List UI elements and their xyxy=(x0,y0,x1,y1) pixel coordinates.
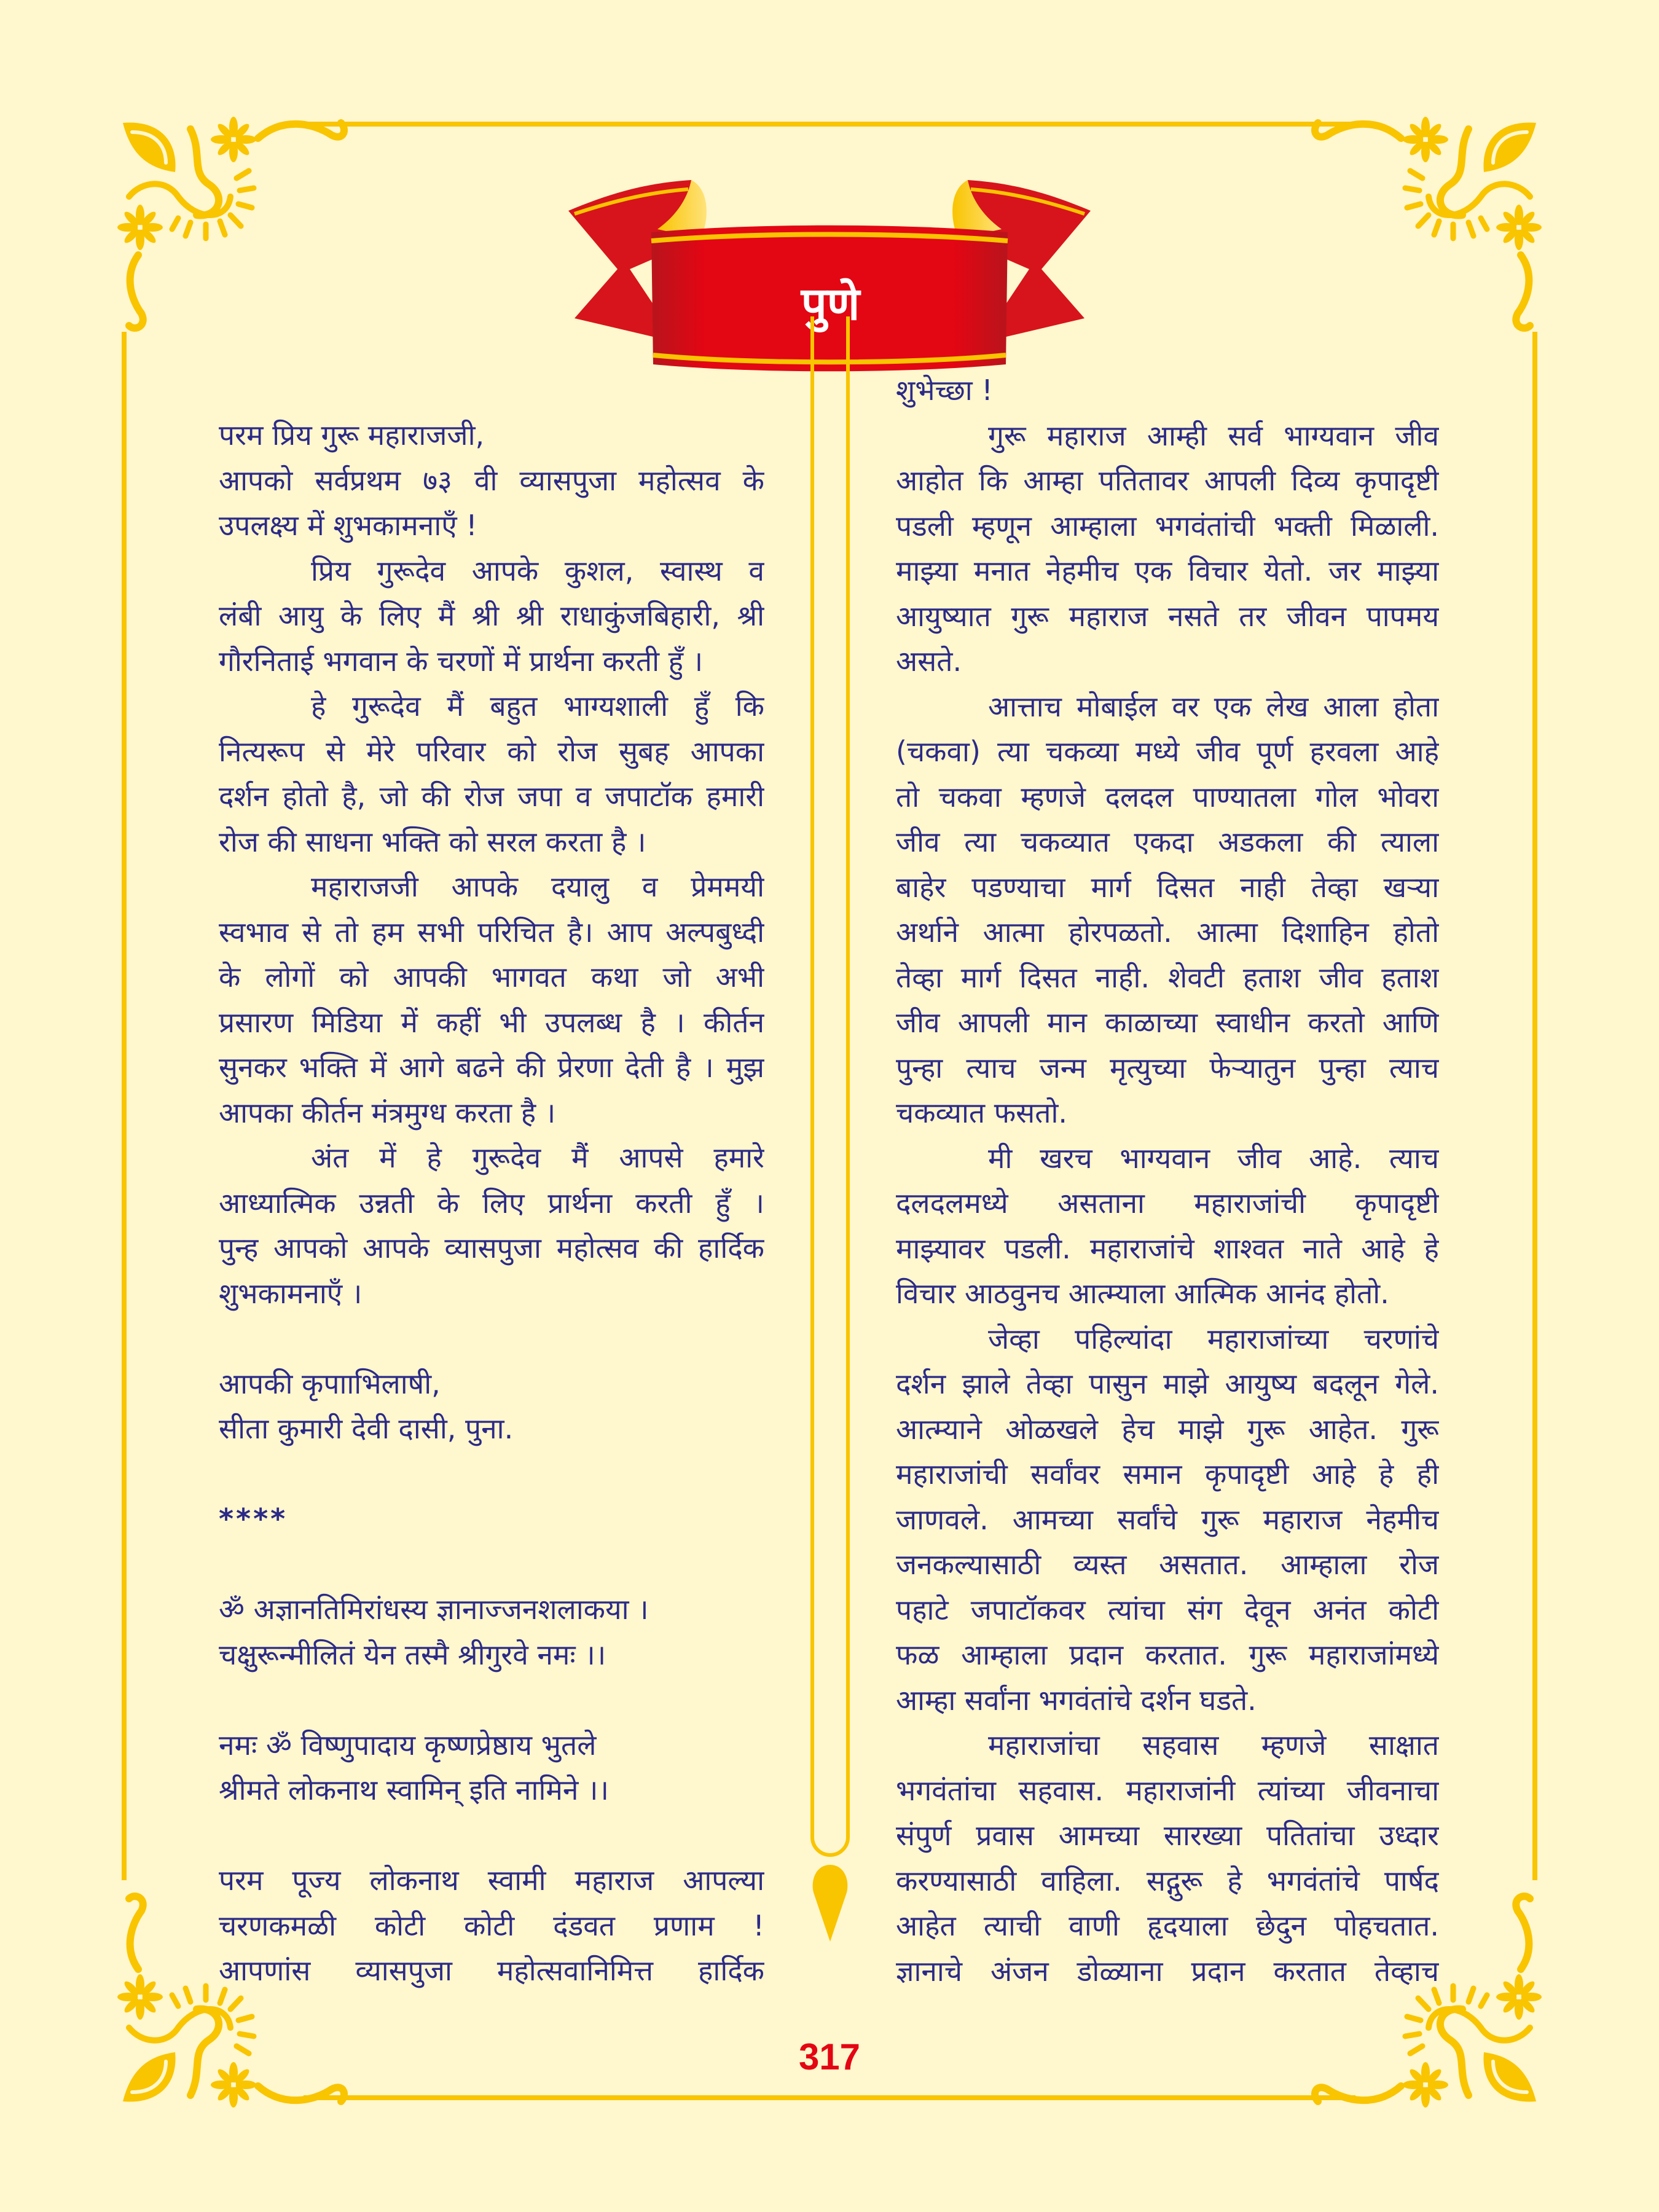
text-line: आपको सर्वप्रथम ७३ वी व्यासपुजा महोत्सव के xyxy=(219,463,764,497)
blank-line xyxy=(219,1813,764,1859)
text-line: श्रीमते लोकनाथ स्वामिन् इति नामिने ।। xyxy=(219,1773,609,1806)
text-line: जाणवले. आमच्या सर्वांचे गुरू महाराज नेहमीच xyxy=(896,1502,1439,1536)
text-line: माझ्यावर पडली. महाराजांचे शाश्वत नाते आहे हे xyxy=(896,1231,1439,1265)
text-line: ॐ अज्ञानतिमिरांधस्य ज्ञानाज्जनशलाकया । xyxy=(219,1593,649,1626)
text-line: उपलक्ष्य में शुभकामनाएँ ! xyxy=(219,509,477,542)
corner-ornament-top-left xyxy=(104,104,363,363)
text-line: फळ आम्हाला प्रदान करतात. गुरू महाराजांमध्ये xyxy=(896,1638,1439,1671)
text-line: मी खरच भाग्यवान जीव आहे. त्याच xyxy=(988,1141,1439,1175)
text-line: महाराजजी आपके दयालु व प्रेममयी xyxy=(311,870,764,903)
text-line: सुनकर भक्ति में आगे बढने की प्रेरणा देती है । मुझ xyxy=(219,1051,764,1084)
right-column xyxy=(896,368,1439,1994)
text-line: शुभेच्छा ! xyxy=(896,374,993,407)
blank-line xyxy=(219,1452,764,1497)
text-line: आयुष्यात गुरू महाराज नसते तर जीवन पापमय xyxy=(896,599,1439,633)
text-line: हे गुरूदेव मैं बहुत भाग्यशाली हुँ कि xyxy=(311,689,764,723)
page-number: 317 xyxy=(798,2036,861,2077)
frame-top-line xyxy=(304,122,1355,127)
text-line: अंत में हे गुरूदेव मैं आपसे हमारे xyxy=(311,1141,764,1174)
text-line: चरणकमळी कोटी कोटी दंडवत प्रणाम ! xyxy=(219,1908,764,1942)
text-line: परम प्रिय गुरू महाराजजी, xyxy=(219,418,485,452)
text-line: माझ्या मनात नेहमीच एक विचार येतो. जर माझ्या xyxy=(896,554,1439,587)
text-line: आपकी कृपााभिलाषी, xyxy=(219,1367,441,1400)
left-column xyxy=(219,413,764,1994)
column-divider xyxy=(809,316,852,1951)
frame-bottom-line xyxy=(304,2095,1355,2100)
text-line: चकव्यात फसतो. xyxy=(896,1096,1068,1129)
text-line: चक्षुरून्मीलितं येन तस्मै श्रीगुरवे नमः ।। xyxy=(219,1637,606,1671)
text-line: दलदलमध्ये असताना महाराजांची कृपादृष्टी xyxy=(896,1186,1439,1220)
text-line: लंबी आयु के लिए मैं श्री श्री राधाकुंजबिहारी, श्री xyxy=(219,599,764,632)
text-line: जेव्हा पहिल्यांदा महाराजांच्या चरणांचे xyxy=(988,1322,1439,1355)
text-line: नमः ॐ विष्णुपादाय कृष्णप्रेष्ठाय भुतले xyxy=(219,1728,597,1762)
text-line: (चकवा) त्या चकव्या मध्ये जीव पूर्ण हरवला आहे xyxy=(896,735,1439,768)
text-line: तो चकवा म्हणजे दलदल पाण्यातला गोल भोवरा xyxy=(896,780,1439,814)
text-line: सीता कुमारी देवी दासी, पुना. xyxy=(219,1412,514,1445)
text-line: बाहेर पडण्याचा मार्ग दिसत नाही तेव्हा खऱ्या xyxy=(896,870,1439,904)
text-line: जीव त्या चकव्यात एकदा अडकला की त्याला xyxy=(896,825,1439,858)
text-line: नित्यरूप से मेरे परिवार को रोज सुबह आपका xyxy=(219,734,764,768)
text-line: रोज की साधना भक्ति को सरल करता है । xyxy=(219,825,646,858)
text-line: प्रसारण मिडिया में कहीं भी उपलब्ध है । कीर्तन xyxy=(219,1005,764,1039)
text-line: स्वभाव से तो हम सभी परिचित है। आप अल्पबुध्दी xyxy=(219,915,764,949)
text-line: महाराजांचा सहवास म्हणजे साक्षात xyxy=(988,1728,1439,1762)
text-line: आपणांस व्यासपुजा महोत्सवानिमित्त हार्दिक xyxy=(219,1954,764,1987)
text-line: गौरनिताई भगवान के चरणों में प्रार्थना करती हुँ । xyxy=(219,644,704,678)
text-line: आपका कीर्तन मंत्रमुग्ध करता है । xyxy=(219,1096,556,1129)
text-line: करण्यासाठी वाहिला. सद्गुरू हे भगवंतांचे पार्षद xyxy=(896,1864,1439,1897)
text-line: दर्शन झाले तेव्हा पासुन माझे आयुष्य बदलून गेले. xyxy=(896,1367,1439,1400)
text-line: अर्थाने आत्मा होरपळतो. आत्मा दिशाहिन होतो xyxy=(896,916,1439,949)
pendant-drop-icon xyxy=(813,1865,848,1942)
text-line: पडली म्हणून आम्हाला भगवंतांची भक्ती मिळाली. xyxy=(896,509,1439,543)
text-line: महाराजांची सर्वांवर समान कृपादृष्टी आहे हे ही xyxy=(896,1457,1439,1491)
text-line: जीव आपली मान काळाच्या स्वाधीन करतो आणि xyxy=(896,1006,1439,1039)
banner-title: पुणे xyxy=(801,278,860,331)
frame-right-line xyxy=(1532,332,1537,1880)
text-line: शुभकामनाएँ । xyxy=(219,1276,363,1310)
text-line: आत्ताच मोबाईल वर एक लेख आला होता xyxy=(988,689,1439,723)
text-line: आध्यात्मिक उन्नती के लिए प्रार्थना करती हुँ । xyxy=(219,1186,764,1220)
blank-line xyxy=(219,1542,764,1588)
blank-line xyxy=(219,1677,764,1723)
text-line: पुन्हा त्याच जन्म मृत्युच्या फेऱ्यातुन पुन्हा त्याच xyxy=(896,1051,1439,1084)
blank-line xyxy=(219,1316,764,1362)
text-line: पहाटे जपाटॉकवर त्यांचा संग देवून अनंत कोटी xyxy=(896,1593,1439,1626)
text-line: असते. xyxy=(896,645,962,678)
text-line: **** xyxy=(219,1502,288,1535)
text-line: आम्हा सर्वांना भगवंतांचे दर्शन घडते. xyxy=(896,1683,1257,1717)
text-line: प्रिय गुरूदेव आपके कुशल, स्वास्थ व xyxy=(311,554,764,587)
text-line: विचार आठवुनच आत्म्याला आत्मिक आनंद होतो. xyxy=(896,1277,1389,1310)
text-line: जनकल्यासाठी व्यस्त असतात. आम्हाला रोज xyxy=(896,1548,1439,1581)
frame-left-line xyxy=(122,332,127,1880)
text-line: भगवंतांचा सहवास. महाराजांनी त्यांच्या जीवनाचा xyxy=(896,1773,1439,1807)
text-line: आत्म्याने ओळखले हेच माझे गुरू आहेत. गुरू xyxy=(896,1412,1439,1446)
text-line: पुन्ह आपको आपके व्यासपुजा महोत्सव की हार्दिक xyxy=(219,1231,764,1265)
text-line: के लोगों को आपकी भागवत कथा जो अभी xyxy=(219,960,764,994)
text-line: आहोत कि आम्हा पतितावर आपली दिव्य कृपादृष्टी xyxy=(896,464,1439,497)
corner-ornament-top-right xyxy=(1296,104,1555,363)
text-line: दर्शन होतो है, जो की रोज जपा व जपाटॉक हमारी xyxy=(219,780,764,813)
text-line: गुरू महाराज आम्ही सर्व भाग्यवान जीव xyxy=(988,418,1439,452)
text-line: परम पूज्य लोकनाथ स्वामी महाराज आपल्या xyxy=(219,1864,764,1897)
text-line: आहेत त्याची वाणी हृदयाला छेदुन पोहचतात. xyxy=(896,1909,1439,1942)
text-line: ज्ञानाचे अंजन डोळ्याना प्रदान करतात तेव्हाच xyxy=(896,1954,1439,1988)
text-line: तेव्हा मार्ग दिसत नाही. शेवटी हताश जीव हताश xyxy=(896,960,1439,994)
text-line: संपुर्ण प्रवास आमच्या सारख्या पतितांचा उध्दार xyxy=(896,1819,1439,1852)
